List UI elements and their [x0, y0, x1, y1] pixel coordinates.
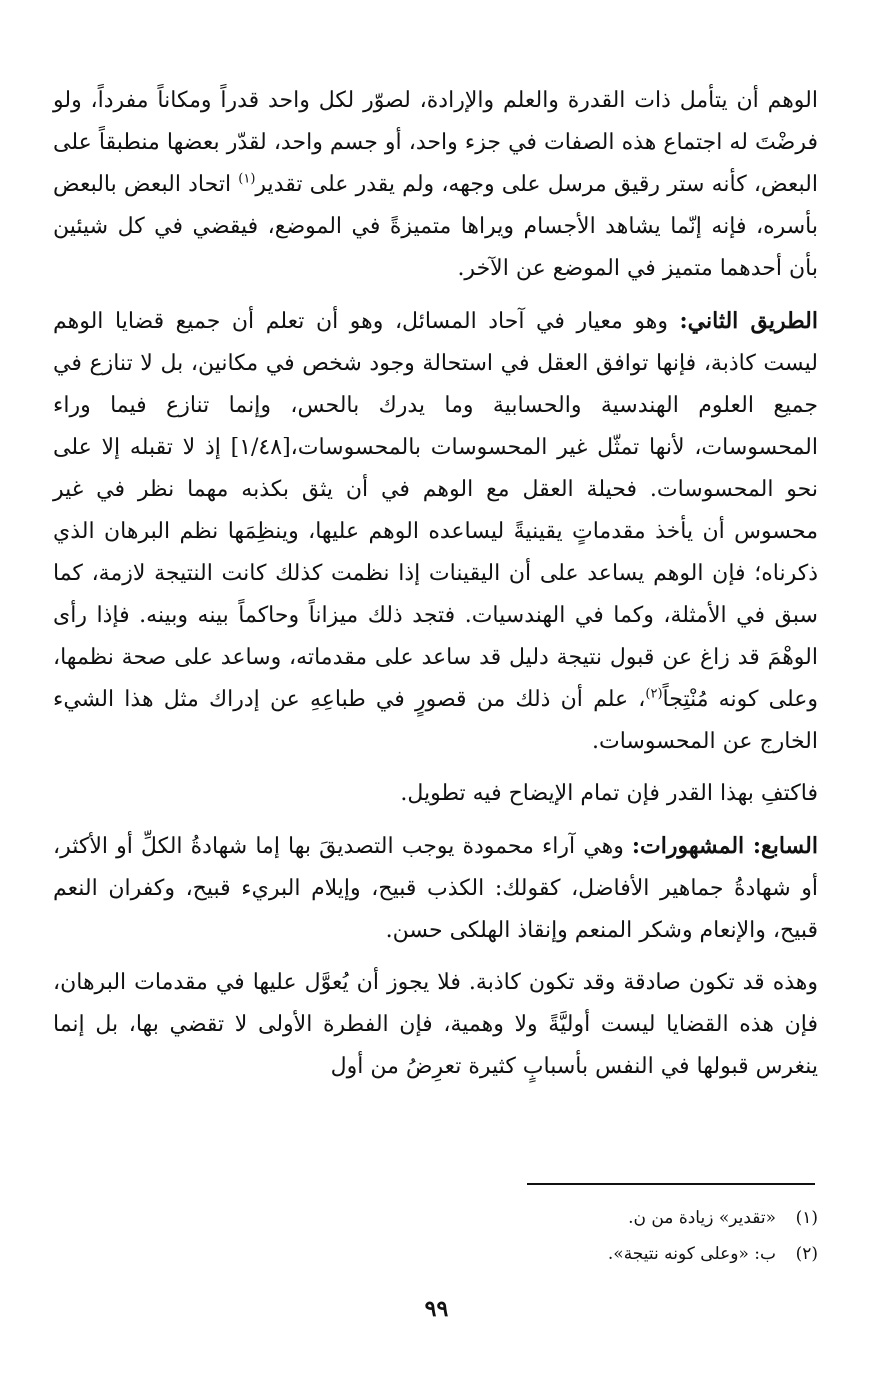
footnotes — [53, 1200, 818, 1272]
footnote-divider — [527, 1183, 815, 1185]
paragraph-2-text-cont: ، علم أن ذلك من قصورٍ في طباعِهِ عن إدراك مثل هذا الشيء الخارج عن المحسوسات. — [53, 687, 818, 754]
paragraph-5-text: وهذه قد تكون صادقة وقد تكون كاذبة. فلا يجوز أن يُعوَّل عليها في مقدمات البرهان، فإن هذه القضايا ليست أوليَّةً ولا وهمية، فإن الفطرة الأولى لا تقضي بها، بل إنما ينغرس قبولها في النفس بأسبابٍ كثيرة تعرِضُ من أول — [53, 970, 818, 1079]
footnote-1-number: (١) — [795, 1208, 818, 1228]
footnote-2-text: ب: «وعلى كونه نتيجة». — [607, 1244, 776, 1264]
paragraph-4-text: وهي آراء محمودة يوجب التصديقَ بها إما شهادةُ الكلِّ أو الأكثر، أو شهادةُ جماهير الأفاضل، كقولك: الكذب قبيح، وإيلام البريء قبيح، وكفران النعم قبيح، والإنعام وشكر المنعم وإنقاذ الهلكى حسن. — [53, 834, 818, 943]
footnote-1-text: «تقدير» زيادة من ن. — [628, 1208, 776, 1228]
footnote-ref-2[interactable]: (٢) — [645, 686, 663, 702]
page-number: ٩٩ — [424, 1296, 449, 1322]
main-text — [53, 80, 818, 1098]
footnote-1 — [53, 1200, 818, 1236]
paragraph-1-text-cont: اتحاد البعض بالبعض بأسره، فإنه إنّما يشاهد الأجسام ويراها متميزةً في الموضع، فيقضي في كل شيئين بأن أحدهما متميز في الموضع عن الآخر. — [53, 172, 818, 281]
paragraph-2 — [53, 300, 818, 763]
paragraph-5 — [53, 962, 818, 1088]
paragraph-3 — [53, 773, 818, 815]
paragraph-2-heading: الطريق الثاني: — [679, 308, 818, 334]
paragraph-2-text: وهو معيار في آحاد المسائل، وهو أن تعلم أن جميع قضايا الوهم ليست كاذبة، فإنها توافق العقل في استحالة وجود شخص في مكانين، بل لا تنازع في جميع العلوم الهندسية والحسابية وما يدرك بالحس، وإنما تنازع فيما وراء المحسوسات، لأنها تمثّل غير المحسوسات بالمحسوسات،[١/٤٨] إذ لا تقبله إلا على نحو المحسوسات. فحيلة العقل مع الوهم في أن يثق بكذبه مهما نظر في غير محسوس أن يأخذ مقدماتٍ يقينيةً ليساعده الوهم عليها، وينظِمَها نظم البرهان الذي ذكرناه؛ فإن الوهم يساعد على أن اليقينات إذا نظمت كذلك كانت النتيجة لازمة، كما سبق في الأمثلة، وكما في الهندسيات. فتجد ذلك ميزاناً وحاكماً بينه وبينه. فإذا رأى الوهْمَ قد زاغ عن قبول نتيجة دليل قد ساعد على مقدماته، وساعد على صحة نظمها، وعلى كونه مُنْتِجاً — [53, 309, 818, 712]
paragraph-1 — [53, 80, 818, 290]
paragraph-4-heading: السابع: المشهورات: — [631, 833, 818, 859]
paragraph-3-text: فاكتفِ بهذا القدر فإن تمام الإيضاح فيه تطويل. — [400, 781, 818, 806]
footnote-2-number: (٢) — [795, 1244, 818, 1264]
footnote-2 — [53, 1236, 818, 1272]
paragraph-4 — [53, 825, 818, 952]
footnote-ref-1[interactable]: (١) — [238, 171, 256, 187]
paragraph-1-text: الوهم أن يتأمل ذات القدرة والعلم والإرادة، لصوّر لكل واحد قدراً ومكاناً مفرداً، ولو فرضْتَ له اجتماع هذه الصفات في جزء واحد، أو جسم واحد، لقدّر بعضها منطبقاً على البعض، كأنه ستر رقيق مرسل على وجهه، ولم يقدر على تقدير — [53, 88, 818, 197]
